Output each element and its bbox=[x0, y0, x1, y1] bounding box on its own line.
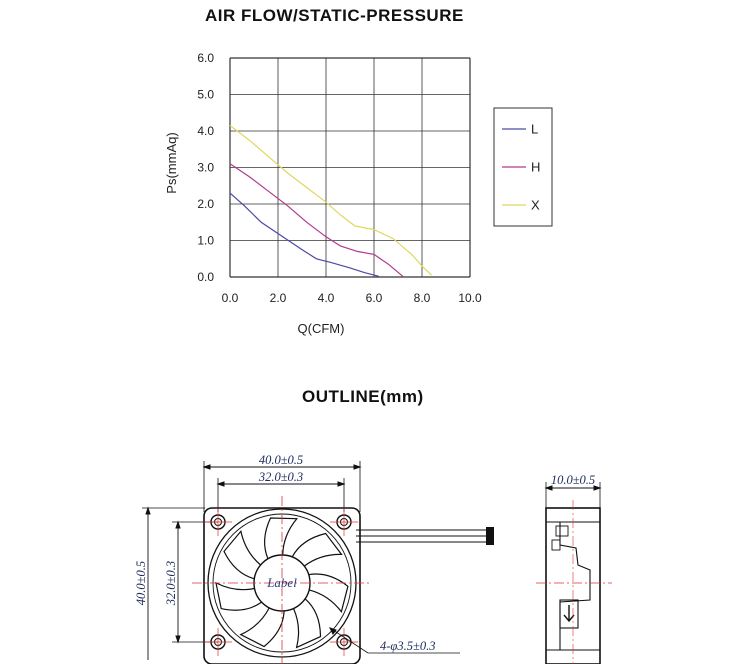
fan-side-view bbox=[536, 482, 612, 664]
dim-outer-height: 40.0±0.5 bbox=[134, 560, 148, 606]
dim-outer-width: 40.0±0.5 bbox=[258, 453, 304, 467]
dim-inner-height: 32.0±0.3 bbox=[164, 560, 178, 606]
pressure-chart bbox=[164, 51, 552, 336]
chart-series bbox=[230, 126, 432, 277]
legend-label-l: L bbox=[531, 121, 539, 137]
outline-title: OUTLINE(mm) bbox=[302, 387, 424, 406]
fan-blade bbox=[265, 518, 297, 559]
series-line-x bbox=[230, 126, 432, 276]
legend-label-x: X bbox=[531, 197, 540, 213]
x-tick-label: 4.0 bbox=[317, 291, 335, 305]
hub-label: Label bbox=[267, 575, 297, 590]
chart-legend bbox=[494, 108, 552, 226]
x-tick-labels bbox=[222, 291, 482, 305]
y-tick-label: 3.0 bbox=[197, 160, 214, 175]
chart-grid bbox=[230, 58, 470, 277]
y-tick-label: 1.0 bbox=[197, 233, 214, 248]
x-tick-label: 2.0 bbox=[269, 291, 287, 305]
x-tick-label: 6.0 bbox=[365, 291, 383, 305]
dim-hole-spec: 4-φ3.5±0.3 bbox=[380, 639, 436, 653]
series-line-l bbox=[230, 193, 379, 276]
y-tick-label: 0.0 bbox=[197, 270, 214, 284]
x-tick-label: 0.0 bbox=[221, 291, 239, 305]
dim-thickness: 10.0±0.5 bbox=[550, 473, 596, 487]
dim-inner-width: 32.0±0.3 bbox=[258, 470, 304, 484]
y-tick-label: 4.0 bbox=[197, 124, 214, 138]
y-tick-labels bbox=[197, 51, 214, 284]
x-tick-label: 10.0 bbox=[458, 291, 482, 305]
y-tick-label: 2.0 bbox=[197, 197, 214, 211]
legend-label-h: H bbox=[531, 159, 541, 175]
chart-title: AIR FLOW/STATIC-PRESSURE bbox=[205, 6, 464, 25]
fan-front-view bbox=[142, 461, 494, 664]
x-axis-label: Q(CFM) bbox=[297, 321, 345, 336]
y-tick-label: 5.0 bbox=[197, 87, 214, 102]
fan-blade bbox=[309, 574, 348, 612]
y-axis-label: Ps(mmAq) bbox=[164, 132, 179, 194]
x-tick-label: 8.0 bbox=[413, 291, 431, 305]
fan-blade bbox=[241, 608, 284, 647]
series-line-h bbox=[230, 164, 403, 276]
y-tick-label: 6.0 bbox=[197, 51, 214, 65]
